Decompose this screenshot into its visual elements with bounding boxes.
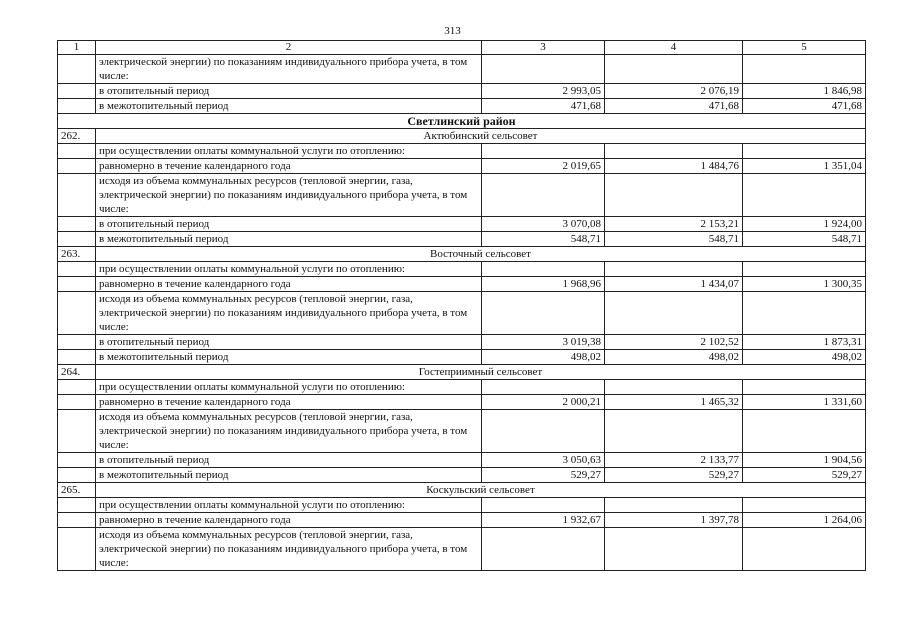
- row-number-cell: [58, 292, 96, 335]
- row-number-cell: [58, 174, 96, 217]
- settlement-heading-row: [58, 129, 866, 144]
- row-description: в отопительный период: [96, 453, 482, 468]
- value-cell-v3: 529,27: [482, 468, 605, 483]
- value-cell-v3: 471,68: [482, 99, 605, 114]
- value-cell-v3: 3 019,38: [482, 335, 605, 350]
- value-cell-v5: [743, 380, 866, 395]
- value-cell-v4: [605, 498, 743, 513]
- value-cell-v5: [743, 410, 866, 453]
- value-cell-v5: 1 873,31: [743, 335, 866, 350]
- value-cell-v4: 498,02: [605, 350, 743, 365]
- value-cell-v4: 1 434,07: [605, 277, 743, 292]
- row-description: равномерно в течение календарного года: [96, 513, 482, 528]
- table-row: [58, 217, 866, 232]
- table-row: [58, 528, 866, 571]
- row-number-cell: [58, 144, 96, 159]
- table-row: [58, 513, 866, 528]
- district-heading-row: [58, 114, 866, 129]
- row-number-cell: [58, 217, 96, 232]
- table-row: [58, 468, 866, 483]
- value-cell-v4: 548,71: [605, 232, 743, 247]
- value-cell-v3: [482, 55, 605, 84]
- value-cell-v5: [743, 144, 866, 159]
- row-description: в межотопительный период: [96, 232, 482, 247]
- value-cell-v4: [605, 55, 743, 84]
- table-row: [58, 99, 866, 114]
- value-cell-v5: 1 331,60: [743, 395, 866, 410]
- column-header: 3: [482, 41, 605, 55]
- settlement-heading-row: [58, 365, 866, 380]
- table-row: [58, 159, 866, 174]
- row-number-cell: [58, 350, 96, 365]
- column-header: 4: [605, 41, 743, 55]
- row-number-cell: [58, 55, 96, 84]
- value-cell-v5: [743, 528, 866, 571]
- value-cell-v4: [605, 380, 743, 395]
- value-cell-v4: 2 153,21: [605, 217, 743, 232]
- value-cell-v5: [743, 55, 866, 84]
- row-description: равномерно в течение календарного года: [96, 159, 482, 174]
- row-description: исходя из объема коммунальных ресурсов (тепловой энергии, газа, электрической энергии) по показаниям индивидуального прибора учета, в том числе:: [96, 292, 482, 335]
- row-number-cell: [58, 513, 96, 528]
- value-cell-v3: 2 019,65: [482, 159, 605, 174]
- table-row: [58, 174, 866, 217]
- row-number-cell: [58, 528, 96, 571]
- value-cell-v5: [743, 498, 866, 513]
- table-row: [58, 453, 866, 468]
- row-description: в отопительный период: [96, 217, 482, 232]
- row-description: исходя из объема коммунальных ресурсов (тепловой энергии, газа, электрической энергии) по показаниям индивидуального прибора учета, в том числе:: [96, 528, 482, 571]
- column-header: 2: [96, 41, 482, 55]
- table-row: [58, 395, 866, 410]
- value-cell-v5: 498,02: [743, 350, 866, 365]
- settlement-number: 265.: [58, 483, 96, 498]
- table-row: [58, 292, 866, 335]
- district-name: Светлинский район: [58, 114, 866, 129]
- value-cell-v5: [743, 292, 866, 335]
- value-cell-v3: [482, 174, 605, 217]
- value-cell-v5: 1 300,35: [743, 277, 866, 292]
- settlement-name: Восточный сельсовет: [96, 247, 866, 262]
- value-cell-v4: [605, 528, 743, 571]
- settlement-heading-row: [58, 247, 866, 262]
- table-row: [58, 277, 866, 292]
- table-row: [58, 350, 866, 365]
- value-cell-v3: [482, 144, 605, 159]
- value-cell-v3: [482, 292, 605, 335]
- column-header-row: [58, 41, 866, 55]
- row-number-cell: [58, 84, 96, 99]
- settlement-number: 262.: [58, 129, 96, 144]
- value-cell-v3: [482, 410, 605, 453]
- value-cell-v3: 3 070,08: [482, 217, 605, 232]
- table-body: [58, 41, 866, 571]
- value-cell-v4: 1 465,32: [605, 395, 743, 410]
- value-cell-v5: 1 904,56: [743, 453, 866, 468]
- row-description: исходя из объема коммунальных ресурсов (тепловой энергии, газа, электрической энергии) по показаниям индивидуального прибора учета, в том числе:: [96, 174, 482, 217]
- tariff-table: [57, 40, 866, 571]
- row-description: в отопительный период: [96, 335, 482, 350]
- value-cell-v3: [482, 498, 605, 513]
- value-cell-v5: 1 351,04: [743, 159, 866, 174]
- table-row: [58, 262, 866, 277]
- table-row: [58, 84, 866, 99]
- row-description: исходя из объема коммунальных ресурсов (тепловой энергии, газа, электрической энергии) по показаниям индивидуального прибора учета, в том числе:: [96, 410, 482, 453]
- row-description: равномерно в течение календарного года: [96, 277, 482, 292]
- row-description: при осуществлении оплаты коммунальной услуги по отоплению:: [96, 144, 482, 159]
- row-number-cell: [58, 410, 96, 453]
- table-row: [58, 410, 866, 453]
- row-number-cell: [58, 468, 96, 483]
- value-cell-v4: 1 397,78: [605, 513, 743, 528]
- value-cell-v5: 1 846,98: [743, 84, 866, 99]
- value-cell-v4: [605, 292, 743, 335]
- settlement-number: 264.: [58, 365, 96, 380]
- row-description: в межотопительный период: [96, 350, 482, 365]
- settlement-number: 263.: [58, 247, 96, 262]
- settlement-name: Гостеприимный сельсовет: [96, 365, 866, 380]
- value-cell-v4: 1 484,76: [605, 159, 743, 174]
- value-cell-v3: 3 050,63: [482, 453, 605, 468]
- value-cell-v3: 2 993,05: [482, 84, 605, 99]
- table-row: [58, 55, 866, 84]
- row-number-cell: [58, 262, 96, 277]
- value-cell-v3: 1 968,96: [482, 277, 605, 292]
- column-header: 1: [58, 41, 96, 55]
- row-description: при осуществлении оплаты коммунальной услуги по отоплению:: [96, 498, 482, 513]
- value-cell-v3: 1 932,67: [482, 513, 605, 528]
- table-row: [58, 380, 866, 395]
- row-description: равномерно в течение календарного года: [96, 395, 482, 410]
- settlement-heading-row: [58, 483, 866, 498]
- table-row: [58, 232, 866, 247]
- row-description: в межотопительный период: [96, 99, 482, 114]
- value-cell-v4: 529,27: [605, 468, 743, 483]
- value-cell-v4: 2 133,77: [605, 453, 743, 468]
- value-cell-v5: [743, 262, 866, 277]
- settlement-name: Актюбинский сельсовет: [96, 129, 866, 144]
- row-number-cell: [58, 232, 96, 247]
- value-cell-v3: [482, 528, 605, 571]
- table-row: [58, 498, 866, 513]
- row-description: в межотопительный период: [96, 468, 482, 483]
- value-cell-v3: [482, 262, 605, 277]
- page-number: 313: [444, 25, 461, 37]
- value-cell-v5: 548,71: [743, 232, 866, 247]
- row-number-cell: [58, 99, 96, 114]
- row-number-cell: [58, 453, 96, 468]
- value-cell-v4: [605, 174, 743, 217]
- value-cell-v3: 548,71: [482, 232, 605, 247]
- settlement-name: Коскульский сельсовет: [96, 483, 866, 498]
- value-cell-v4: 471,68: [605, 99, 743, 114]
- value-cell-v5: 1 264,06: [743, 513, 866, 528]
- value-cell-v3: 498,02: [482, 350, 605, 365]
- value-cell-v4: [605, 410, 743, 453]
- value-cell-v5: 1 924,00: [743, 217, 866, 232]
- column-header: 5: [743, 41, 866, 55]
- row-description: электрической энергии) по показаниям индивидуального прибора учета, в том числе:: [96, 55, 482, 84]
- row-number-cell: [58, 498, 96, 513]
- row-number-cell: [58, 380, 96, 395]
- row-number-cell: [58, 277, 96, 292]
- row-description: в отопительный период: [96, 84, 482, 99]
- value-cell-v4: 2 076,19: [605, 84, 743, 99]
- row-description: при осуществлении оплаты коммунальной услуги по отоплению:: [96, 262, 482, 277]
- table-row: [58, 144, 866, 159]
- value-cell-v4: [605, 144, 743, 159]
- row-number-cell: [58, 395, 96, 410]
- value-cell-v3: [482, 380, 605, 395]
- value-cell-v5: 471,68: [743, 99, 866, 114]
- value-cell-v3: 2 000,21: [482, 395, 605, 410]
- value-cell-v4: 2 102,52: [605, 335, 743, 350]
- value-cell-v4: [605, 262, 743, 277]
- value-cell-v5: [743, 174, 866, 217]
- row-description: при осуществлении оплаты коммунальной услуги по отоплению:: [96, 380, 482, 395]
- value-cell-v5: 529,27: [743, 468, 866, 483]
- table-row: [58, 335, 866, 350]
- row-number-cell: [58, 335, 96, 350]
- row-number-cell: [58, 159, 96, 174]
